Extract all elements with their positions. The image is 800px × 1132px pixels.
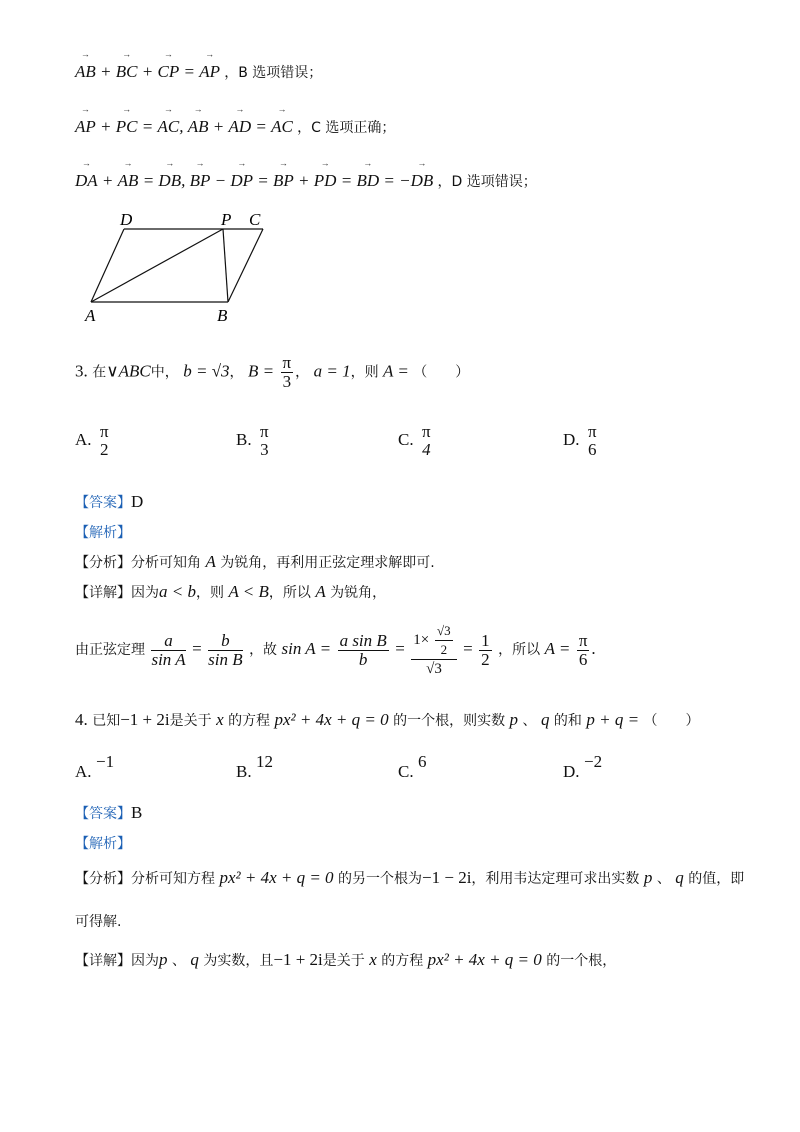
stem-text: 的和	[553, 713, 582, 729]
vector-expression: → AP + → PC = → AC, → AB + → AD = → AC	[75, 117, 297, 136]
numerator: π	[587, 422, 597, 441]
text: 分析可知角	[131, 555, 201, 571]
var-p: p	[643, 868, 653, 887]
numerator: 1	[481, 630, 490, 650]
answer-tag: 【答案】	[75, 806, 131, 822]
sum-expression: p + q =	[586, 710, 640, 729]
vector-line-c	[75, 117, 395, 137]
unknown-A: A =	[383, 361, 409, 381]
triangle-symbol: ∨ABC	[106, 361, 151, 381]
option-letter: C.	[398, 430, 414, 449]
separator: 、	[171, 953, 186, 969]
separator: 、	[522, 713, 537, 729]
text: 为锐角，	[330, 585, 387, 601]
q3-fenxi	[75, 552, 435, 572]
option-fraction	[258, 423, 271, 459]
var-q: q	[675, 868, 684, 887]
fraction-asinB-over-b	[338, 632, 389, 669]
answer-tag: 【答案】	[75, 495, 131, 511]
question-4-stem	[75, 710, 700, 730]
text: 的方程	[381, 953, 424, 969]
option-fraction	[98, 423, 111, 459]
question-3-stem	[75, 354, 469, 391]
answer-blank: （ ）	[413, 364, 470, 381]
sinA-label: sin A =	[281, 639, 332, 658]
text: 1×	[413, 631, 430, 648]
q3-option-a[interactable]	[75, 423, 113, 459]
stem-text: ，则	[350, 364, 379, 381]
text: 因为	[131, 585, 159, 601]
denominator: √3	[426, 661, 442, 677]
q4-option-a[interactable]	[75, 752, 115, 781]
label-a: A	[85, 306, 96, 325]
denominator: 4	[422, 440, 431, 459]
vector-line-b	[75, 62, 322, 82]
answer-blank: （ ）	[643, 713, 700, 729]
stem-text: 已知	[92, 713, 121, 729]
denominator: sin A	[151, 649, 186, 669]
q4-fenxi	[75, 868, 744, 888]
text: ，利用韦达定理可求出实数	[471, 871, 640, 887]
equation: px² + 4x + q = 0	[274, 710, 389, 729]
complex-root: −1 + 2i	[120, 710, 170, 729]
fenxi-tag: 【分析】	[75, 871, 131, 887]
var-q: q	[540, 710, 550, 729]
q3-analysis-heading	[75, 522, 131, 542]
comma: ，	[229, 364, 244, 381]
option-fraction	[420, 423, 433, 459]
comma: ，	[295, 364, 310, 381]
A-label: A =	[544, 639, 571, 658]
answer-value: B	[131, 803, 143, 822]
q3-option-d[interactable]	[563, 423, 601, 459]
numerator: √3	[435, 622, 453, 641]
option-value: 6	[418, 752, 427, 771]
fenxi-tag: 【分析】	[75, 555, 131, 571]
q3-answer	[75, 492, 143, 512]
fraction-b-over-sinB	[208, 632, 242, 669]
var-x: x	[369, 950, 377, 969]
stem-text: 中，	[150, 364, 179, 381]
denominator: 2	[100, 440, 109, 459]
denominator: sin B	[208, 649, 243, 669]
text: ，所以	[268, 585, 311, 601]
text: ，则	[195, 585, 224, 601]
denominator: 3	[282, 372, 292, 391]
option-value: −2	[583, 752, 603, 771]
period: .	[591, 639, 596, 658]
stem-text: 的方程	[228, 713, 271, 729]
option-letter: B.	[236, 762, 252, 781]
numerator: a sin B	[339, 630, 387, 650]
xiangjie-tag: 【详解】	[75, 953, 131, 969]
denominator: b	[358, 649, 368, 669]
q4-xiangjie	[75, 950, 616, 970]
text: 为锐角，再利用正弦定理求解即可.	[220, 555, 435, 571]
q4-option-c[interactable]	[398, 752, 427, 781]
var-p: p	[159, 950, 168, 969]
q3-option-b[interactable]	[236, 423, 273, 459]
question-number: 3.	[75, 361, 88, 381]
analysis-tag: 【解析】	[75, 525, 131, 541]
analysis-tag: 【解析】	[75, 836, 131, 852]
separator: 、	[656, 871, 671, 887]
inner-fraction	[435, 622, 453, 659]
var-x: x	[216, 710, 224, 729]
text: 由正弦定理	[75, 642, 145, 658]
label-b: B	[217, 306, 228, 325]
numerator: π	[282, 353, 292, 372]
text: 因为	[131, 953, 159, 969]
denominator: 3	[260, 440, 269, 459]
math: A < B	[228, 582, 269, 601]
given-a: a = 1	[313, 361, 351, 381]
q4-option-d[interactable]	[563, 752, 603, 781]
q3-option-c[interactable]	[398, 423, 435, 459]
numerator: π	[99, 422, 109, 441]
var-p: p	[509, 710, 519, 729]
stem-text: 在	[92, 364, 107, 381]
vector-expression: → AB + → BC + → CP = → AP	[75, 62, 224, 81]
numerator: π	[422, 422, 431, 441]
label-d: D	[120, 210, 133, 229]
option-letter: D.	[563, 430, 580, 449]
fraction-pi-over-3	[281, 354, 294, 391]
parallelogram-figure	[80, 205, 280, 330]
option-letter: B.	[236, 430, 252, 449]
numerator: π	[260, 422, 269, 441]
option-letter: D.	[563, 762, 580, 781]
xiangjie-tag: 【详解】	[75, 585, 131, 601]
equation: px² + 4x + q = 0	[219, 868, 334, 887]
text: ，所以	[498, 642, 541, 658]
text: 是关于	[322, 953, 365, 969]
numerator	[411, 622, 456, 660]
math: a < b	[159, 582, 196, 601]
q3-sine-law-line: 由正弦定理 $\frac{a}{\text{sin A}}$ = $\frac{b}{\text{sin B}}$ ，故 sin A = $\frac{\text{a sin B}}{b}$ = 1× $\frac{√3}{2}$ √3 = $\frac{1}{2}$ ，所以 A = $\frac{\pi}{6}$ .	[75, 623, 596, 677]
numerator: π	[578, 630, 588, 650]
given-B-label: B =	[247, 361, 275, 381]
option-value: −1	[95, 752, 115, 771]
var-A: A	[205, 552, 216, 571]
fraction-one-half	[479, 632, 492, 669]
stem-text: 是关于	[169, 713, 212, 729]
q4-analysis-heading	[75, 833, 131, 853]
option-fraction	[586, 423, 599, 459]
fraction-a-over-sinA	[151, 632, 185, 669]
denominator: 6	[578, 649, 588, 669]
complex-root: −1 + 2i	[273, 950, 323, 969]
text: 的一个根，	[546, 953, 617, 969]
q4-fenxi-continued	[75, 911, 121, 931]
option-letter: A.	[75, 762, 92, 781]
q3-xiangjie	[75, 582, 386, 602]
label-p: P	[221, 210, 232, 229]
option-letter: C.	[398, 762, 414, 781]
text: 的值，即	[688, 871, 745, 887]
text: ，故	[249, 642, 278, 658]
text: 的另一个根为	[338, 871, 423, 887]
vector-line-d	[75, 171, 537, 191]
question-number: 4.	[75, 710, 88, 729]
fraction-pi-over-6	[577, 632, 590, 669]
option-letter: A.	[75, 430, 92, 449]
var-q: q	[190, 950, 199, 969]
q4-option-b[interactable]	[236, 752, 274, 781]
equation: px² + 4x + q = 0	[427, 950, 542, 969]
numerator: b	[208, 632, 242, 651]
text: 分析可知方程	[131, 871, 215, 887]
q4-answer	[75, 803, 142, 823]
text: 可得解.	[75, 914, 122, 930]
vector-expression: → DA + → AB = → DB, → BP − → DP = → BP + → PD = → BD = −→ DB	[75, 171, 437, 190]
label-c: C	[249, 210, 261, 229]
option-value: 12	[256, 752, 274, 771]
given-b: b = √3	[183, 361, 230, 381]
numerator: a	[151, 632, 185, 651]
fraction-complex	[411, 622, 456, 678]
denominator: 2	[440, 642, 448, 657]
denominator: 2	[481, 649, 490, 669]
option-b-verdict: ，B 选项错误；	[224, 65, 323, 81]
text: 为实数，且	[203, 953, 274, 969]
option-d-verdict: ，D 选项错误；	[437, 174, 537, 190]
math: A	[315, 582, 326, 601]
option-c-verdict: ，C 选项正确；	[297, 120, 396, 136]
conjugate-root: −1 − 2i	[422, 868, 472, 887]
answer-value: D	[131, 492, 144, 511]
denominator: 6	[588, 440, 597, 459]
stem-text: 的一个根，则实数	[393, 713, 506, 729]
